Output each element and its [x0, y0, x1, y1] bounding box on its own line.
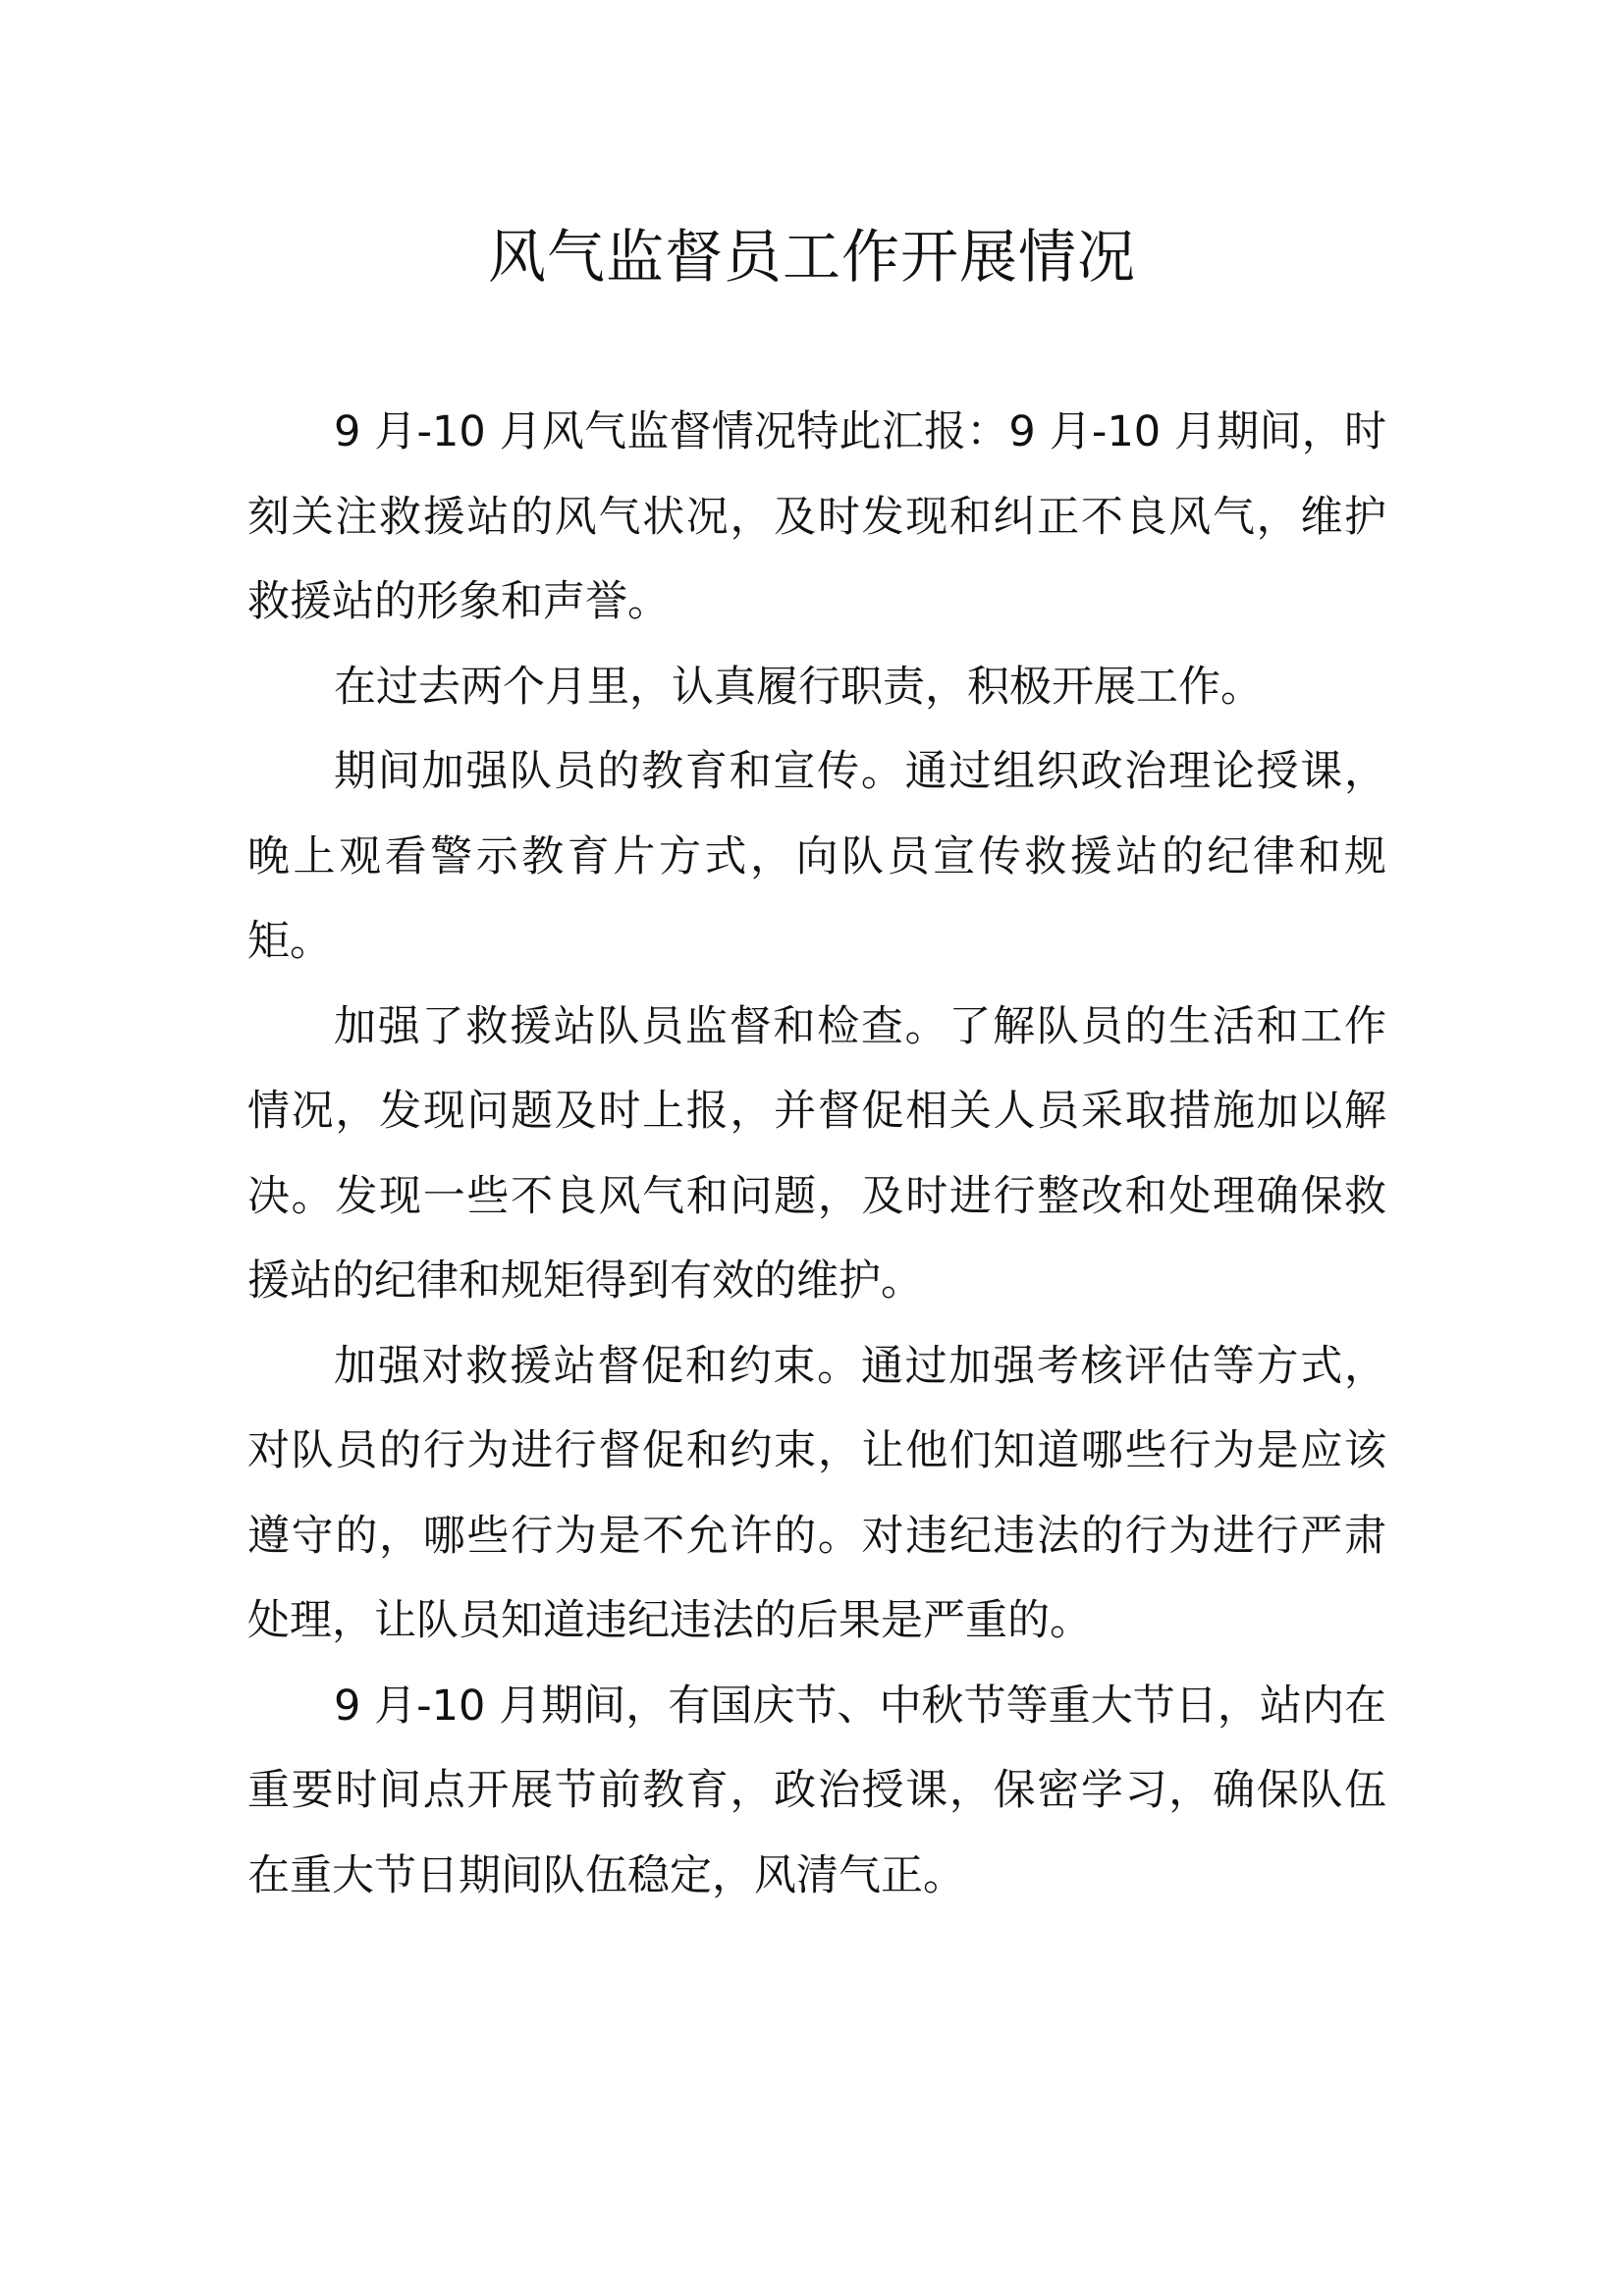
paragraph-supervision: 加强了救援站队员监督和检查。了解队员的生活和工作情况，发现问题及时上报，并督促相关人员采取措施加以解决。发现一些不良风气和问题，及时进行整改和处理确保救援站的纪律和规矩得到有效的维护。 — [247, 1001, 1386, 1306]
paragraph-education: 期间加强队员的教育和宣传。通过组织政治理论授课，晚上观看警示教育片方式，向队员宣传救援站的纪律和规矩。 — [247, 747, 1386, 966]
paragraph-report-intro: 9 月-10 月风气监督情况特此汇报：9 月-10 月期间，时刻关注救援站的风气状况，及时发现和纠正不良风气，维护救援站的形象和声誉。 — [247, 407, 1386, 626]
document-body — [247, 390, 1386, 1918]
paragraph-duty-summary: 在过去两个月里，认真履行职责，积极开展工作。 — [334, 662, 1263, 712]
page-title: 风气监督员工作开展情况 — [487, 223, 1136, 291]
paragraph-holidays: 9 月-10 月期间，有国庆节、中秋节等重大节日，站内在重要时间点开展节前教育，政治授课，保密学习，确保队伍在重大节日期间队伍稳定，风清气正。 — [247, 1681, 1386, 1900]
paragraph-constraints: 加强对救援站督促和约束。通过加强考核评估等方式，对队员的行为进行督促和约束，让他们知道哪些行为是应该遵守的，哪些行为是不允许的。对违纪违法的行为进行严肃处理，让队员知道违纪违法的后果是严重的。 — [247, 1341, 1386, 1645]
